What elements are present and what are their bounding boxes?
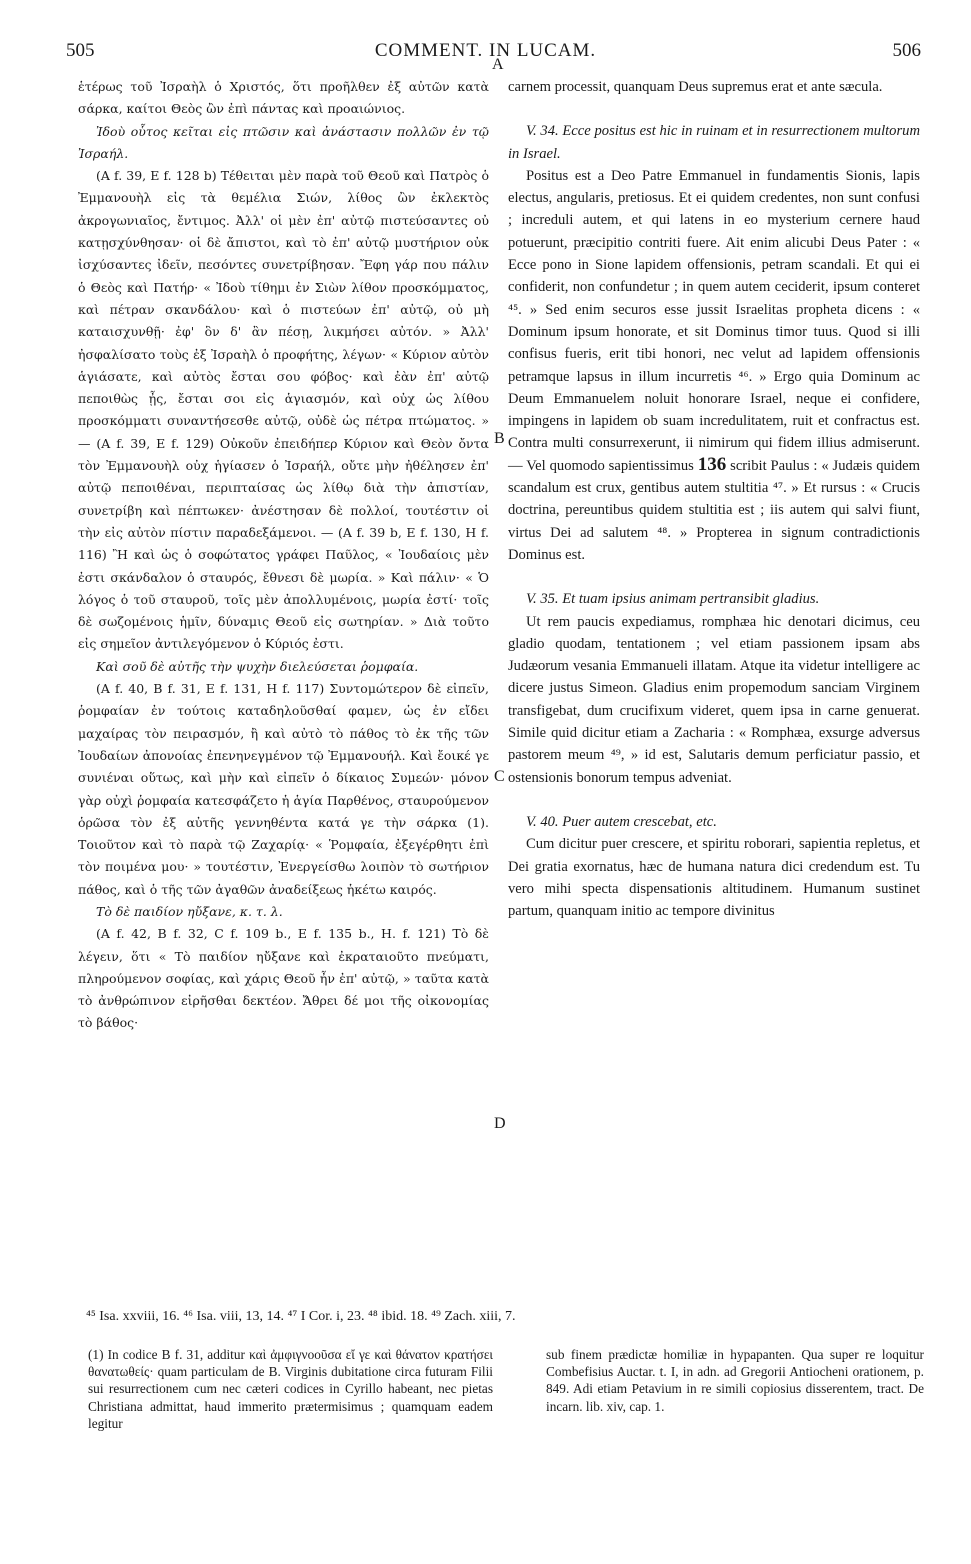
margin-letter-a: A (492, 56, 504, 73)
running-title: COMMENT. IN LUCAM. (374, 40, 597, 61)
page-number-left: 505 (66, 40, 95, 61)
latin-paragraph: carnem processit, quanquam Deus supremus erat et ante sæcula. (508, 79, 883, 95)
greek-paragraph: (A f. 40, B f. 31, E f. 131, H f. 117) Συντομώτερον δὲ εἰπεῖν, ῥομφαίαν ἐν τούτοις καταδηλοῦσθαί φαμεν, ὡς ἐν εἴδει μαχαίρας τὸν πειρασμόν, ἢ καὶ αὐτὸ τὸ πάθος τὸ ἐκ τῆς τῶν Ἰουδαίων ἀπονοίας ἐπενηνεγμένον τῷ Ἐμμανουήλ. Καὶ ἔοικέ γε συνιέναι οὕτως, καὶ μὴν καὶ εἰπεῖν ὁ δίκαιος Συμεών· μόνον γὰρ οὐχὶ ῥομφαία κατεσφάζετο ἡ ἁγία Παρθένος, σταυρούμενον ὁρῶσα τὸν ἐξ αὐτῆς γεννηθέντα κατά γε τὴν σάρκα (1). Τοιοῦτον καὶ τὸ παρὰ τῷ Ζαχαρίᾳ· « Ῥομφαία, ἐξεγέρθητι ἐπὶ τὸν ποιμένα μου· » τουτέστιν, Ἐνεργείσθω λοιπὸν τὸ σωτήριον πάθος, καὶ ὁ τῆς τῶν ἀγαθῶν ἀναδείξεως ἡκέτω καιρός. (78, 681, 489, 897)
column-number: 136 (697, 453, 727, 475)
latin-text: Positus est a Deo Patre Emmanuel in fundamentis Sionis, lapis electus, angularis, pretiosus. Et ei quidem credentes, non sunt confusi ; increduli autem, et qui latens in eo mysterium cernere haud potuerunt, præcipitio contriti fuere. Ait enim alicubi Deus Pater : « Ecce pono in Sione lapidem offensionis, petram scandali. Et qui ei confiderit, non confundetur ; in quem autem ceciderit, ipsum conteret ⁴⁵. » Sed enim securos esse jussit Israelitas propheta dicens : « Dominum ipsum honorate, et sit Dominus timor tuus. Quod si illi confisus fueris, erit tibi honori, nec velut ad lapidem offensionis petramque lapsus in illum incurretis ⁴⁶. » Ergo quia Dominum ac Deum Emmanuelem noluit honorare Israel, neque ei confidere, impingens in lapidem ob suam incredulitatem, ruit et confractus est. Contra multi consurrexerunt, ii nimirum qui fidem illius admiserunt. — Vel quomodo sapientissimus (508, 167, 920, 474)
page-number-right: 506 (892, 40, 921, 61)
footnote-left: (1) In codice B f. 31, additur καὶ ἀμφιγνοοῦσα εἴ γε καὶ θάνατον κρατήσει θανατωθείς· quam particulam de B. Virginis dubitatione circa futuram Filii sui resurrectionem cum nec cæteri codices in Cyrillo habeant, nec pietas Christiana admittat, haud immerito prætermisimus ; quamquam eadem legitur (88, 1347, 493, 1431)
latin-lemma: V. 35. Et tuam ipsius animam pertransibit gladius. (526, 591, 820, 608)
latin-lemma: V. 34. Ecce positus est hic in ruinam et in resurrectionem multorum in Israel. (508, 123, 920, 162)
greek-lemma: Τὸ δὲ παιδίον ηὔξανε, κ. τ. λ. (96, 903, 283, 919)
latin-paragraph: Cum dicitur puer crescere, et spiritu roborari, sapientia repletus, et Dei gratia exornatus, hæc de humana natura dici credendum est. Tu vero mihi specta dispensationis altitudinem. Humanum sustinet partum, quanquam initio ac tempore divinitus (508, 836, 920, 920)
latin-paragraph: Ut rem paucis expediamus, romphæa hic denotari dicimus, ceu gladio quodam, tentationem ; vel etiam passionem ipsam abs Judæorum vesania Emmanueli illatam. Atque ita videtur intelligere ac dicere justus Simeon. Gladius enim propemodum sanciam Virginem transfigebat, dum crucifixum videret, quem ipsa in carne genuerat. Simile quid dicitur etiam a Zacharia : « Romphæa, exsurge adversus pastorem meum ⁴⁹, » id est, Salutaris demum perficiatur passio, et ostensionis bonorum tempus adveniat. (508, 613, 920, 786)
greek-lemma: Καὶ σοῦ δὲ αὐτῆς τὴν ψυχὴν διελεύσεται ῥομφαία. (96, 658, 419, 674)
greek-paragraph: (A f. 39, E f. 128 b) Τέθειται μὲν παρὰ τοῦ Θεοῦ καὶ Πατρὸς ὁ Ἐμμανουὴλ εἰς τὰ θεμέλια Σιών, λίθος ὢν ἐκλεκτὸς ἀκρογωνιαῖος, ἔντιμος. Ἀλλ' οἱ μὲν ἐπ' αὐτῷ πιστεύσαντες οὐ κατῃσχύνθησαν· οἱ δὲ ἄπιστοι, καὶ τὸ ἐπ' αὐτῷ μυστήριον οὐκ ἰσχύσαντες ἰδεῖν, πεσόντες συνετρίβησαν. Ἔφη γάρ που πάλιν ὁ Θεὸς καὶ Πατήρ· « Ἰδοὺ τίθημι ἐν Σιὼν λίθον προσκόμματος, καὶ πέτραν σκανδάλου· καὶ ὁ πιστεύων ἐπ' αὐτῷ, οὐ μὴ καταισχυνθῇ· ἐφ' ὃν δ' ἂν πέσῃ, λικμήσει αὐτόν. » Ἀλλ' ἠσφαλίσατο τοὺς ἐξ Ἰσραὴλ ὁ προφήτης, λέγων· « Κύριον αὐτὸν ἁγιάσατε, καὶ αὐτὸς ἔσται σου φόβος· καὶ ἐὰν ἐπ' αὐτῷ πεποιθὼς ᾖς, ἔσται σοι εἰς ἁγιασμόν, καὶ οὐχ ὡς λίθου προσκόμματι συναντήσεσθε αὐτῷ, οὐδὲ ὡς πέτρα πτώματος. » — (A f. 39, E f. 129) Οὐκοῦν ἐπειδήπερ Κύριον καὶ Θεὸν ὄντα τὸν Ἐμμανουὴλ οὐχ ἡγίασεν ὁ Ἰσραήλ, οὔτε μὴν ἠθέλησεν ἐπ' αὐτῷ πεποιθέναι, περιπταίσας ὡς λίθῳ διὰ τὴν ἀπιστίαν, συνετρίβη καὶ πέπτωκεν· ἀνέστησαν δὲ πολλοί, τουτέστιν οἱ τὴν εἰς αὐτὸν πίστιν παραδεξάμενοι. — (A f. 39 b, E f. 130, H f. 116) Ἢ καὶ ὡς ὁ σοφώτατος γράφει Παῦλος, « Ἰουδαίοις μὲν ἐστι σκάνδαλον ὁ σταυρός, ἔθνεσι δὲ μωρία. » Καὶ πάλιν· « Ὁ λόγος ὁ τοῦ σταυροῦ, τοῖς μὲν ἀπολλυμένοις, μωρία ἐστί· τοῖς δὲ σωζομένοις ἡμῖν, δύναμις Θεοῦ εἰς σωτηρίαν. » Διὰ τοῦτο εἰς σημεῖον ἀντιλεγόμενον ὁ Κύριός ἐστι. (78, 168, 489, 652)
greek-column (78, 76, 489, 1035)
latin-column (508, 76, 920, 922)
greek-paragraph: (A f. 42, B f. 32, C f. 109 b., E f. 135 b., H. f. 121) Τὸ δὲ λέγειν, ὅτι « Τὸ παιδίον ηὔξανε καὶ ἐκραταιοῦτο πνεύματι, πληρούμενον σοφίας, καὶ χάρις Θεοῦ ἦν ἐπ' αὐτῷ, » ταῦτα κατὰ τὸ ἀνθρώπινον εἰρῆσθαι δεκτέον. Ἄθρει δέ μοι τῆς οἰκονομίας τὸ βάθος· (78, 926, 489, 1031)
running-header (0, 40, 971, 64)
latin-lemma: V. 40. Puer autem crescebat, etc. (526, 813, 717, 830)
footnote-references: ⁴⁵ Isa. xxviii, 16. ⁴⁶ Isa. viii, 13, 14. ⁴⁷ I Cor. i, 23. ⁴⁸ ibid. 18. ⁴⁹ Zach. xiii, 7. (86, 1309, 516, 1324)
greek-lemma: Ἰδοὺ οὗτος κεῖται εἰς πτῶσιν καὶ ἀνάστασιν πολλῶν ἐν τῷ Ἰσραήλ. (78, 123, 489, 161)
latin-paragraph (508, 165, 920, 566)
greek-paragraph: ἑτέρως τοῦ Ἰσραὴλ ὁ Χριστός, ὅτι προῆλθεν ἐξ αὐτῶν κατὰ σάρκα, καίτοι Θεὸς ὢν ἐπὶ πάντας καὶ προαιώνιος. (78, 79, 489, 117)
margin-letter-b: B (494, 430, 505, 447)
margin-letter-d: D (494, 1115, 506, 1132)
margin-letter-c: C (494, 768, 505, 785)
footnote-right (546, 1346, 924, 1415)
latin-text: scribit Paulus : « Judæis quidem scandalum est crux, gentibus autem stultitia ⁴⁷. » Et rursus : « Crucis doctrina, pereuntibus quidem stultitia est ; iis autem qui salvi fiunt, virtus Dei ad salutem ⁴⁸. » Propterea in signum contradictionis Dominus est. (508, 457, 920, 563)
footnote-right-text: sub finem prædictæ homiliæ in hypapanten. Qua super re loquitur Combefisius Auctar. t. I, in adn. ad Gregorii Antiocheni orationem, p. 849. Adi etiam Petavium in re simili copiosius disserentem, tract. De incarn. lib. xiv, cap. 1. (546, 1347, 924, 1414)
